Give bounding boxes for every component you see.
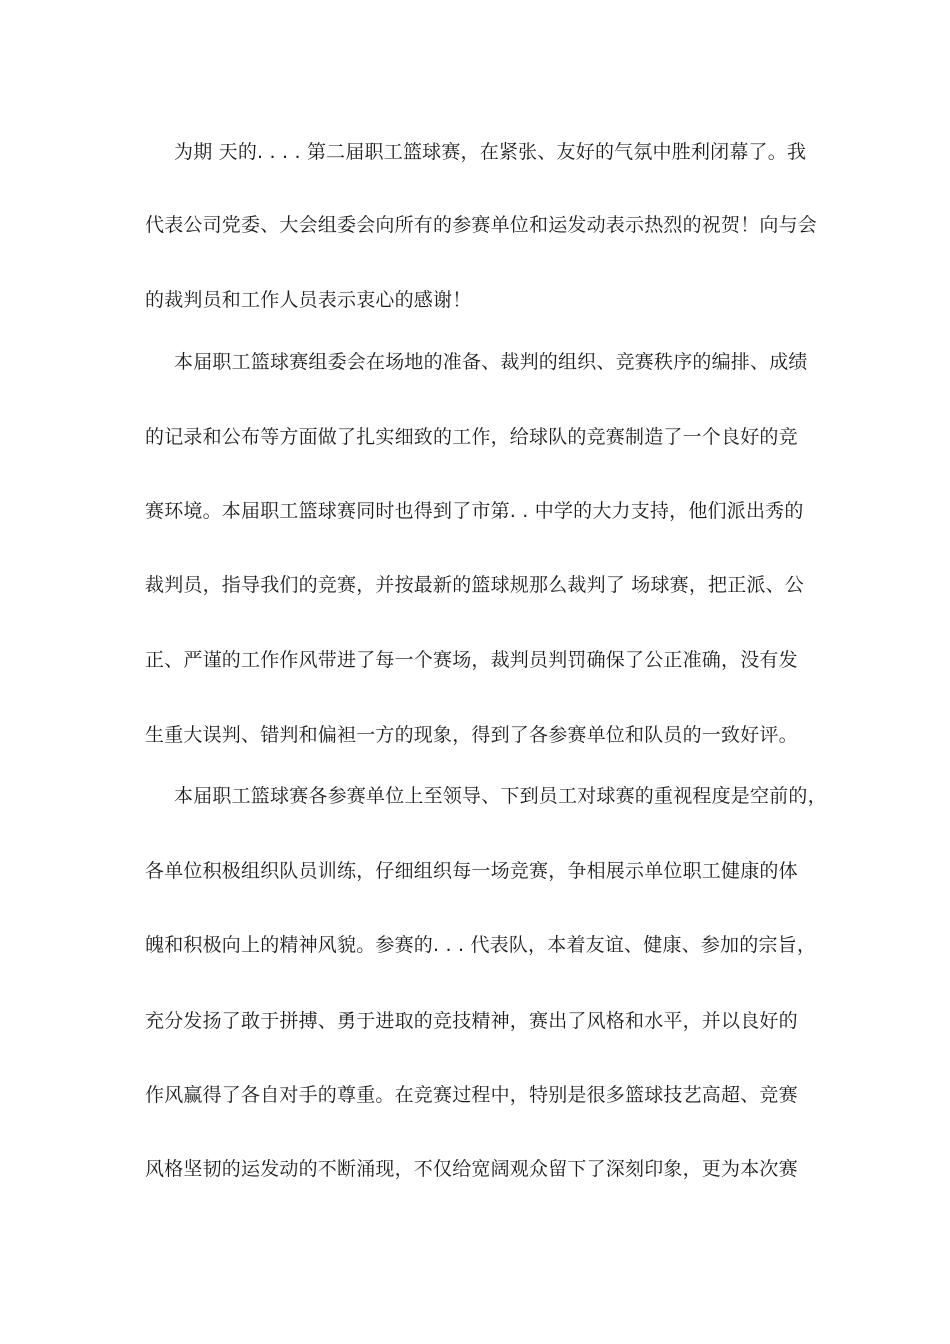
paragraph-2-line-3: 赛环境。本届职工篮球赛同时也得到了市第. . 中学的大力支持，他们派出秀的	[145, 500, 804, 522]
paragraph-3-line-4: 充分发扬了敢于拼搏、勇于进取的竞技精神，赛出了风格和水平，并以良好的	[145, 1010, 798, 1032]
paragraph-3-line-6: 风格坚韧的运发动的不断涌现，不仅给宽阔观众留下了深刻印象，更为本次赛	[145, 1158, 798, 1180]
paragraph-2-line-2: 的记录和公布等方面做了扎实细致的工作，给球队的竞赛制造了一个良好的竞	[145, 426, 798, 448]
paragraph-1-line-2: 代表公司党委、大会组委会向所有的参赛单位和运发动表示热烈的祝贺！向与会	[145, 214, 818, 236]
paragraph-1-line-1: 为期 天的. . . . 第二届职工篮球赛，在紧张、友好的气氛中胜利闭幕了。我	[174, 141, 807, 163]
paragraph-3-line-1: 本届职工篮球赛各参赛单位上至领导、下到员工对球赛的重视程度是空前的，	[174, 785, 827, 807]
paragraph-2-line-1: 本届职工篮球赛组委会在场地的准备、裁判的组织、竞赛秩序的编排、成绩	[174, 351, 808, 373]
paragraph-3-line-2: 各单位积极组织队员训练，仔细组织每一场竞赛，争相展示单位职工健康的体	[145, 860, 798, 882]
paragraph-2-line-4: 裁判员，指导我们的竞赛，并按最新的篮球规那么裁判了 场球赛，把正派、公	[145, 574, 805, 596]
paragraph-2-line-6: 生重大误判、错判和偏袒一方的现象，得到了各参赛单位和队员的一致好评。	[145, 724, 798, 746]
paragraph-3-line-5: 作风赢得了各自对手的尊重。在竞赛过程中，特别是很多篮球技艺高超、竞赛	[145, 1084, 798, 1106]
paragraph-1-line-3: 的裁判员和工作人员表示衷心的感谢！	[145, 289, 472, 311]
paragraph-2-line-5: 正、严谨的工作作风带进了每一个赛场，裁判员判罚确保了公正准确，没有发	[145, 649, 798, 671]
paragraph-3-line-3: 魄和积极向上的精神风貌。参赛的. . . 代表队，本着友谊、健康、参加的宗旨，	[145, 934, 817, 956]
